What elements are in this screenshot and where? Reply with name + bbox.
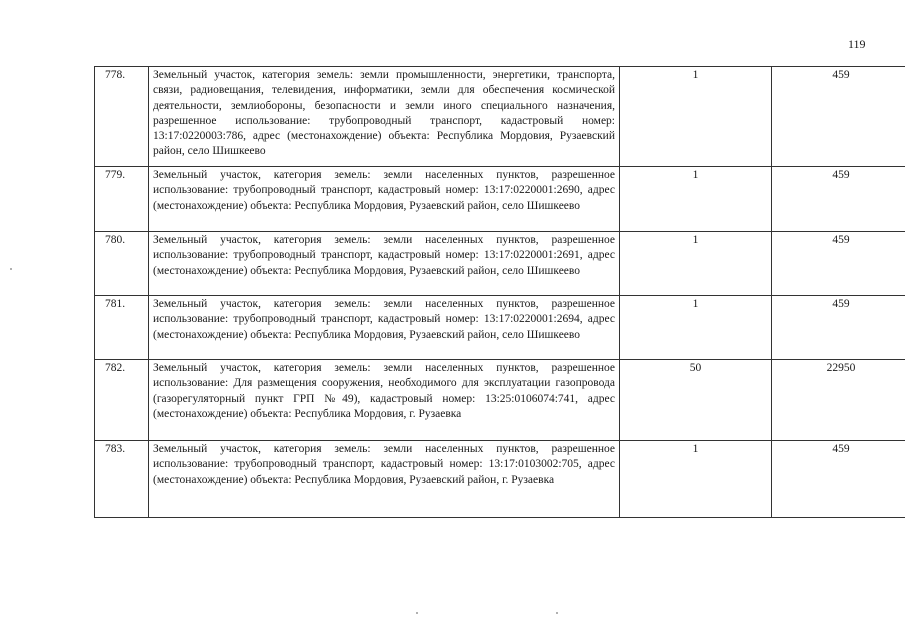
- row-value: 459: [772, 296, 905, 360]
- row-description: Земельный участок, категория земель: земли населенных пунктов, разрешенное использование: трубопроводный транспорт, кадастровый номер: 13:17:0220001:2690, адрес (местонахождение) объекта: Республика Мордовия, Рузаевский район, село Шишкеево: [149, 167, 620, 232]
- table-row: [95, 167, 905, 232]
- row-number: 780.: [95, 232, 149, 296]
- row-number: 781.: [95, 296, 149, 360]
- table-row: [95, 441, 905, 518]
- scan-speck: [556, 612, 558, 614]
- row-quantity: 1: [620, 441, 772, 518]
- scan-speck: [10, 268, 12, 270]
- scan-speck: [416, 612, 418, 614]
- row-number: 783.: [95, 441, 149, 518]
- row-quantity: 1: [620, 67, 772, 167]
- row-value: 459: [772, 67, 905, 167]
- row-quantity: 1: [620, 167, 772, 232]
- row-description: Земельный участок, категория земель: земли населенных пунктов, разрешенное использование: Для размещения сооружения, необходимого для эксплуатации газопровода (газорегуляторный пункт ГРП №49), кадастровый номер: 13:25:0106074:741, адрес (местонахождение) объекта: Республика Мордовия, г. Рузаевка: [149, 360, 620, 441]
- page-number: 119: [848, 37, 866, 51]
- row-value: 459: [772, 441, 905, 518]
- row-number: 778.: [95, 67, 149, 167]
- row-quantity: 1: [620, 296, 772, 360]
- table-row: [95, 67, 905, 167]
- row-number: 782.: [95, 360, 149, 441]
- table-row: [95, 232, 905, 296]
- row-description: Земельный участок, категория земель: земли населенных пунктов, разрешенное использование: трубопроводный транспорт, кадастровый номер: 13:17:0220001:2694, адрес (местонахождение) объекта: Республика Мордовия, Рузаевский район, село Шишкеево: [149, 296, 620, 360]
- row-description: Земельный участок, категория земель: земли населенных пунктов, разрешенное использование: трубопроводный транспорт, кадастровый номер: 13:17:0220001:2691, адрес (местонахождение) объекта: Республика Мордовия, Рузаевский район, село Шишкеево: [149, 232, 620, 296]
- row-value: 459: [772, 167, 905, 232]
- row-value: 459: [772, 232, 905, 296]
- row-quantity: 50: [620, 360, 772, 441]
- table-row: [95, 296, 905, 360]
- row-value: 22950: [772, 360, 905, 441]
- row-number: 779.: [95, 167, 149, 232]
- row-quantity: 1: [620, 232, 772, 296]
- row-description: Земельный участок, категория земель: земли промышленности, энергетики, транспорта, связи, радиовещания, телевидения, информатики, земли для обеспечения космической деятельности, землиобороны, безопасности и земли иного специального назначения, разрешенное использование: трубопроводный транспорт, кадастровый номер: 13:17:0220003:786, адрес (местонахождение) объекта: Республика Мордовия, Рузаевский район, село Шишкеево: [149, 67, 620, 167]
- property-table: [94, 66, 905, 518]
- table-row: [95, 360, 905, 441]
- row-description: Земельный участок, категория земель: земли населенных пунктов, разрешенное использование: трубопроводный транспорт, кадастровый номер: 13:17:0103002:705, адрес (местонахождение) объекта: Республика Мордовия, Рузаевский район, г. Рузаевка: [149, 441, 620, 518]
